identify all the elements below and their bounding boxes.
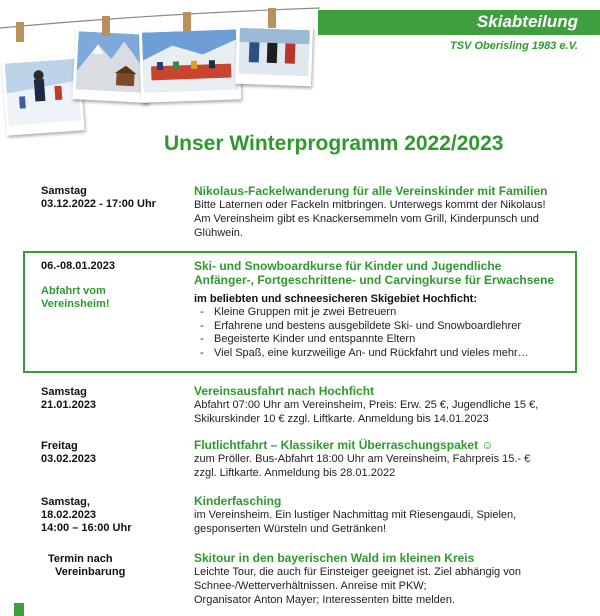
event-kinderfasching (194, 494, 584, 536)
list-item: - Erfahrene und bestens ausgebildete Ski- und Snowboardlehrer (194, 320, 569, 334)
event-flutlicht (194, 438, 584, 480)
event-note: Abfahrt vom Vereinsheim! (41, 285, 110, 310)
event-title: Skitour in den bayerischen Wald im kleinen Kreis (194, 551, 475, 565)
event-text: Leichte Tour, die auch für Einsteiger geeignet ist. Ziel abhängig von Schnee-/Wetterverhältnissen. Anreise mit PKW; Organisator Anton Mayer; Interessenten bitte melden. (194, 566, 521, 606)
bullet-list (194, 306, 569, 360)
event-title: Flutlichtfahrt – Klassiker mit Überraschungspaket ☺ (194, 438, 494, 452)
event-date: Samstag, 18.02.2023 14:00 – 16:00 Uhr (41, 496, 132, 534)
peg-icon (16, 22, 24, 42)
event-title: Ski- und Snowboardkurse für Kinder und Jugendliche Anfänger-, Fortgeschrittene- und Carvingkurse für Erwachsene (194, 259, 555, 287)
event-intro: im beliebten und schneesicheren Skigebiet Hochficht: (194, 293, 478, 305)
list-item: - Viel Spaß, eine kurzweilige An- und Rückfahrt und vieles mehr… (194, 347, 569, 361)
event-date: Termin nach Vereinbarung (48, 553, 126, 578)
event-date: Samstag 03.12.2022 - 17:00 Uhr (41, 185, 156, 210)
event-text: Bitte Laternen oder Fackeln mitbringen. Unterwegs kommt der Nikolaus! Am Vereinsheim gibt es Knackersemmeln vom Grill, Kinderpunsch und Glühwein. (194, 199, 546, 239)
event-skikurse (194, 259, 569, 360)
page-title: Unser Winterprogramm 2022/2023 (164, 132, 504, 155)
club-subtitle: TSV Oberisling 1983 e.V. (450, 40, 578, 52)
event-date: Freitag 03.02.2023 (41, 440, 97, 465)
event-text: im Vereinsheim. Ein lustiger Nachmittag mit Riesengaudi, Spielen, gesponserten Würsteln und Getränken! (194, 509, 517, 535)
event-title: Kinderfasching (194, 494, 282, 508)
club-title: Skiabteilung (476, 12, 578, 31)
peg-icon (183, 12, 191, 32)
event-date: 06.-08.01.2023 (41, 260, 116, 272)
list-item: - Kleine Gruppen mit je zwei Betreuern (194, 306, 569, 320)
event-nikolaus (194, 184, 584, 240)
peg-icon (102, 16, 110, 36)
event-text: Abfahrt 07:00 Uhr am Vereinsheim, Preis: Erw. 25 €, Jugendliche 15 €, Skikurskinder 10 € zzgl. Liftkarte. Anmeldung bis 14.01.2023 (194, 399, 539, 425)
event-skitour (194, 551, 584, 607)
peg-icon (268, 8, 276, 28)
event-text: zum Pröller. Bus-Abfahrt 18:00 Uhr am Vereinsheim, Fahrpreis 15.- € zzgl. Liftkarte. Anmeldung bis 28.01.2022 (194, 453, 531, 479)
event-ausfahrt (194, 384, 584, 426)
event-title: Nikolaus-Fackelwanderung für alle Vereinskinder mit Familien (194, 184, 548, 198)
left-green-marker (14, 603, 24, 616)
event-date: Samstag 21.01.2023 (41, 386, 97, 411)
photo-snowboarders (235, 25, 313, 87)
list-item: - Begeisterte Kinder und entspannte Eltern (194, 333, 569, 347)
event-title: Vereinsausfahrt nach Hochficht (194, 384, 375, 398)
photo-ski-group (139, 26, 241, 102)
